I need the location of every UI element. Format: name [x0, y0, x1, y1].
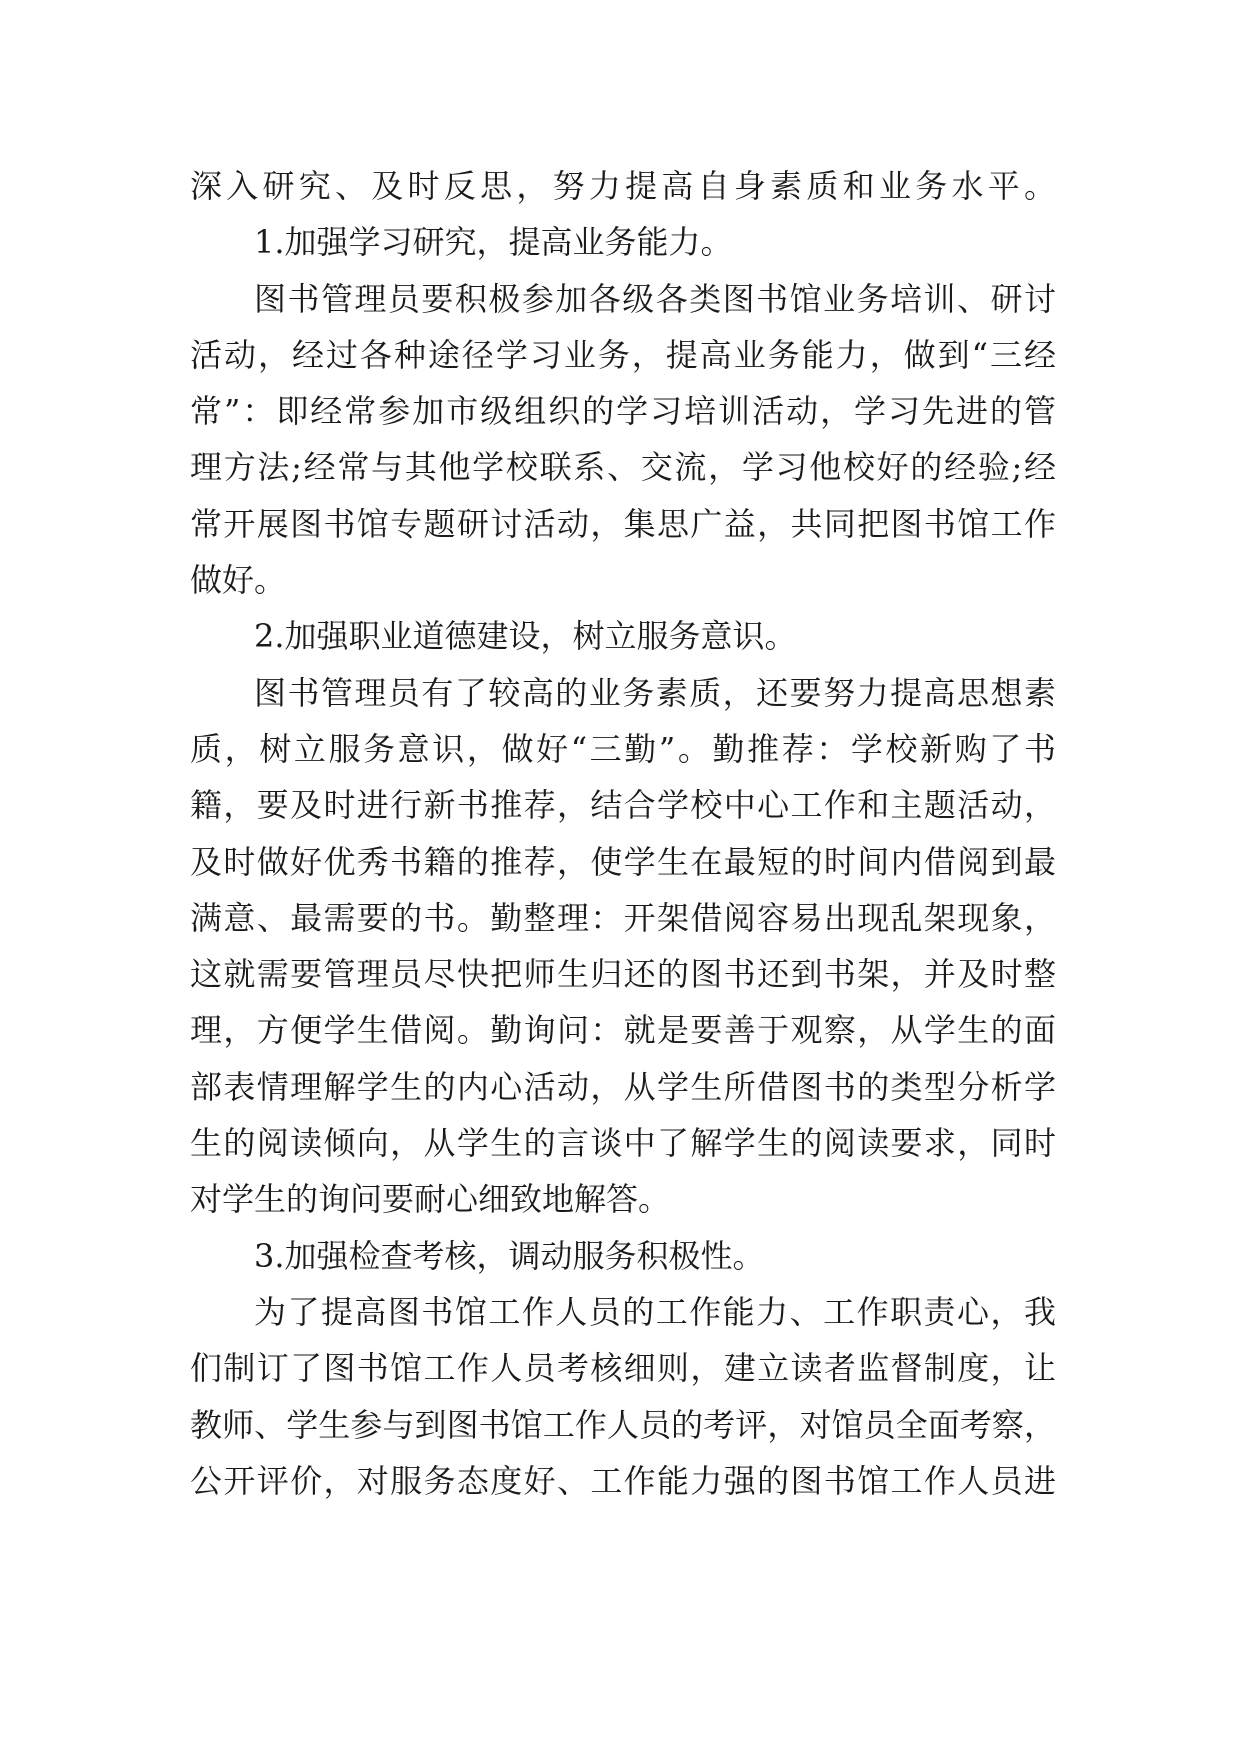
text-line: 图书管理员有了较高的业务素质，还要努力提高思想素	[254, 673, 1056, 712]
text-line: 部表情理解学生的内心活动，从学生所借图书的类型分析学	[190, 1067, 1056, 1106]
text-line: 籍，要及时进行新书推荐，结合学校中心工作和主题活动，	[190, 786, 1056, 825]
text-line: 图书管理员要积极参加各级各类图书馆业务培训、研讨	[254, 279, 1056, 318]
text-line: 常开展图书馆专题研讨活动，集思广益，共同把图书馆工作	[190, 504, 1056, 543]
text-line: 为了提高图书馆工作人员的工作能力、工作职责心，我	[254, 1292, 1056, 1331]
text-line: 理方法;经常与其他学校联系、交流，学习他校好的经验;经	[190, 448, 1056, 487]
section-heading-1: 1.加强学习研究，提高业务能力。	[254, 223, 733, 262]
text-line: 满意、最需要的书。勤整理：开架借阅容易出现乱架现象，	[190, 898, 1056, 937]
text-line: 生的阅读倾向，从学生的言谈中了解学生的阅读要求，同时	[190, 1124, 1056, 1163]
text-line: 这就需要管理员尽快把师生归还的图书还到书架，并及时整	[190, 955, 1056, 994]
text-line: 对学生的询问要耐心细致地解答。	[190, 1180, 671, 1219]
text-line: 们制订了图书馆工作人员考核细则，建立读者监督制度，让	[190, 1349, 1056, 1388]
text-line: 理，方便学生借阅。勤询问：就是要善于观察，从学生的面	[190, 1011, 1056, 1050]
section-heading-2: 2.加强职业道德建设，树立服务意识。	[254, 617, 797, 656]
text-line: 教师、学生参与到图书馆工作人员的考评，对馆员全面考察，	[190, 1405, 1056, 1444]
text-line: 公开评价，对服务态度好、工作能力强的图书馆工作人员进	[190, 1461, 1056, 1500]
text-line: 做好。	[190, 561, 287, 600]
text-line: 质，树立服务意识，做好“三勤”。勤推荐：学校新购了书	[190, 729, 1056, 768]
section-heading-3: 3.加强检查考核，调动服务积极性。	[254, 1236, 765, 1275]
text-line: 常”：即经常参加市级组织的学习培训活动，学习先进的管	[190, 392, 1056, 431]
text-line: 及时做好优秀书籍的推荐，使学生在最短的时间内借阅到最	[190, 842, 1056, 881]
document-body	[190, 158, 1056, 1509]
text-line: 深入研究、及时反思，努力提高自身素质和业务水平。	[190, 167, 1056, 205]
text-line: 活动，经过各种途径学习业务，提高业务能力，做到“三经	[190, 335, 1056, 374]
